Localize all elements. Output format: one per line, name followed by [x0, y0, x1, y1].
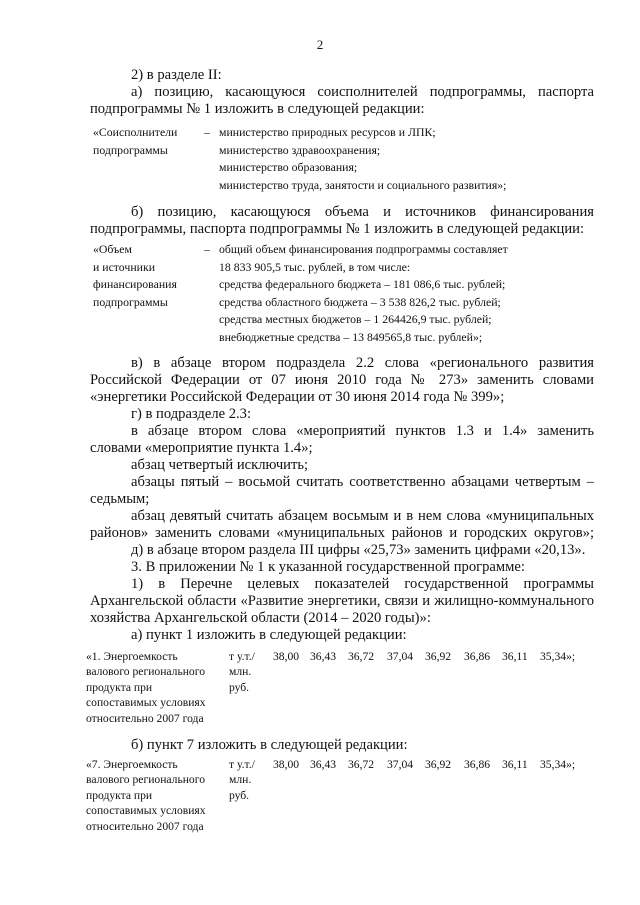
paragraph-g2: абзац четвертый исключить; [131, 457, 309, 473]
paragraph-d: д) в абзаце втором раздела III цифры «25,73» заменить цифрами «20,13». [131, 542, 586, 558]
page-number: 2 [316, 37, 324, 52]
indicator-1-name-line: сопоставимых условиях [86, 696, 206, 710]
paragraph-g3-line-1: абзацы пятый – восьмой считать соответственно абзацами четвертым – [131, 474, 594, 490]
coexecutors-label-2: подпрограммы [93, 142, 168, 157]
indicator-1-value: 36,86 [464, 650, 491, 663]
paragraph-a-line-2: подпрограммы № 1 изложить в следующей редакции: [90, 101, 425, 117]
paragraph-g1-line-2: словами «мероприятие пункта 1.4»; [90, 440, 313, 456]
funding-label-1: «Объем [93, 242, 132, 256]
indicator-7-name-line: «7. Энергоемкость [86, 758, 178, 771]
indicator-1-unit-line: т у.т./ [229, 650, 255, 663]
funding-value: общий объем финансирования подпрограммы составляет [219, 242, 508, 256]
indicator-1-unit-line: млн. [229, 665, 252, 679]
funding-value: средства федерального бюджета – 181 086,6 тыс. рублей; [219, 277, 506, 292]
paragraph-g: г) в подразделе 2.3: [131, 406, 252, 422]
coexecutors-value: министерство образования; [219, 160, 358, 175]
indicator-1-unit-line: руб. [229, 680, 250, 694]
indicator-7-unit-line: млн. [229, 773, 252, 787]
paragraph-v-line-1: в) в абзаце втором подраздела 2.2 слова «регионального развития [131, 355, 594, 371]
paragraph-v-line-2: Российской Федерации от 07 июня 2010 года № 273» заменить словами [90, 372, 594, 388]
funding-dash: – [204, 242, 210, 256]
indicator-1-value: 35,34»; [540, 650, 576, 663]
paragraph-g3-line-2: седьмым; [90, 491, 150, 507]
paragraph-3: 3. В приложении № 1 к указанной государственной программе: [131, 559, 525, 575]
indicator-7-value: 36,92 [425, 758, 452, 771]
funding-label-4: подпрограммы [93, 294, 168, 309]
funding-value: внебюджетные средства – 13 849565,8 тыс. рублей»; [219, 329, 483, 344]
indicator-7-name-line: валового регионального [86, 773, 205, 787]
indicator-7-value: 35,34»; [540, 758, 576, 771]
indicator-1-value: 36,11 [502, 650, 528, 663]
indicator-7-value: 36,86 [464, 758, 491, 771]
coexecutors-label-1: «Соисполнители [93, 125, 178, 139]
paragraph-g4-line-1: абзац девятый считать абзацем восьмым и в нем слова «муниципальных [131, 508, 594, 524]
indicator-row-7 [84, 757, 604, 837]
paragraph-b-item-7: б) пункт 7 изложить в следующей редакции: [131, 737, 408, 753]
indicator-7-name-line: сопоставимых условиях [86, 804, 206, 818]
indicator-7-name-line: относительно 2007 года [86, 819, 204, 833]
paragraph-3-1-line-2: Архангельской области «Развитие энергетики, связи и жилищно-коммунального [90, 593, 594, 609]
paragraph-b-line-2: подпрограммы, паспорта подпрограммы № 1 изложить в следующей редакции: [90, 221, 585, 237]
coexecutors-value: министерство труда, занятости и социального развития»; [219, 177, 507, 192]
indicator-7-value: 38,00 [273, 758, 300, 771]
indicator-7-value: 37,04 [387, 758, 414, 771]
indicator-7-name-line: продукта при [86, 788, 153, 802]
funding-table [0, 241, 640, 349]
indicator-1-value: 36,72 [348, 650, 375, 663]
paragraph-g4-line-2: районов» заменить словами «муниципальных районов и городских округов»; [90, 525, 594, 541]
indicator-7-unit-line: руб. [229, 788, 250, 802]
indicator-1-name-line: «1. Энергоемкость [86, 650, 178, 663]
indicator-7-unit-line: т у.т./ [229, 758, 255, 771]
indicator-1-value: 36,43 [310, 650, 337, 663]
indicator-7-value: 36,43 [310, 758, 337, 771]
paragraph-3-1-line-1: 1) в Перечне целевых показателей государственной программы [131, 576, 594, 592]
indicator-1-name-line: относительно 2007 года [86, 711, 204, 725]
paragraph-3-1-line-3: хозяйства Архангельской области (2014 – 2020 годы)»: [90, 610, 431, 626]
paragraph-b-line-1: б) позицию, касающуюся объема и источников финансирования [131, 204, 594, 220]
paragraph-g1-line-1: в абзаце втором слова «мероприятий пунктов 1.3 и 1.4» заменить [131, 423, 594, 439]
indicator-row-1 [84, 649, 604, 729]
coexecutors-table [0, 124, 640, 196]
paragraph-a-line-1: а) позицию, касающуюся соисполнителей подпрограммы, паспорта [131, 84, 594, 100]
indicator-7-value: 36,72 [348, 758, 375, 771]
coexecutors-value: министерство здравоохранения; [219, 142, 381, 157]
coexecutors-dash: – [204, 125, 210, 139]
funding-value: средства областного бюджета – 3 538 826,2 тыс. рублей; [219, 294, 501, 309]
indicator-1-value: 36,92 [425, 650, 452, 663]
paragraph-section-2: 2) в разделе II: [131, 67, 222, 83]
funding-value: средства местных бюджетов – 1 264426,9 тыс. рублей; [219, 312, 492, 327]
indicator-1-value: 37,04 [387, 650, 414, 663]
funding-value: 18 833 905,5 тыс. рублей, в том числе: [219, 259, 411, 274]
indicator-7-value: 36,11 [502, 758, 528, 771]
coexecutors-value: министерство природных ресурсов и ЛПК; [219, 125, 436, 139]
indicator-1-name-line: валового регионального [86, 665, 205, 679]
funding-label-3: финансирования [93, 277, 177, 292]
indicator-1-value: 38,00 [273, 650, 300, 663]
funding-label-2: и источники [93, 259, 156, 274]
paragraph-a-item-1: а) пункт 1 изложить в следующей редакции: [131, 627, 407, 643]
indicator-1-name-line: продукта при [86, 680, 153, 694]
paragraph-v-line-3: «энергетики Российской Федерации от 30 июня 2014 года № 399»; [90, 389, 505, 405]
